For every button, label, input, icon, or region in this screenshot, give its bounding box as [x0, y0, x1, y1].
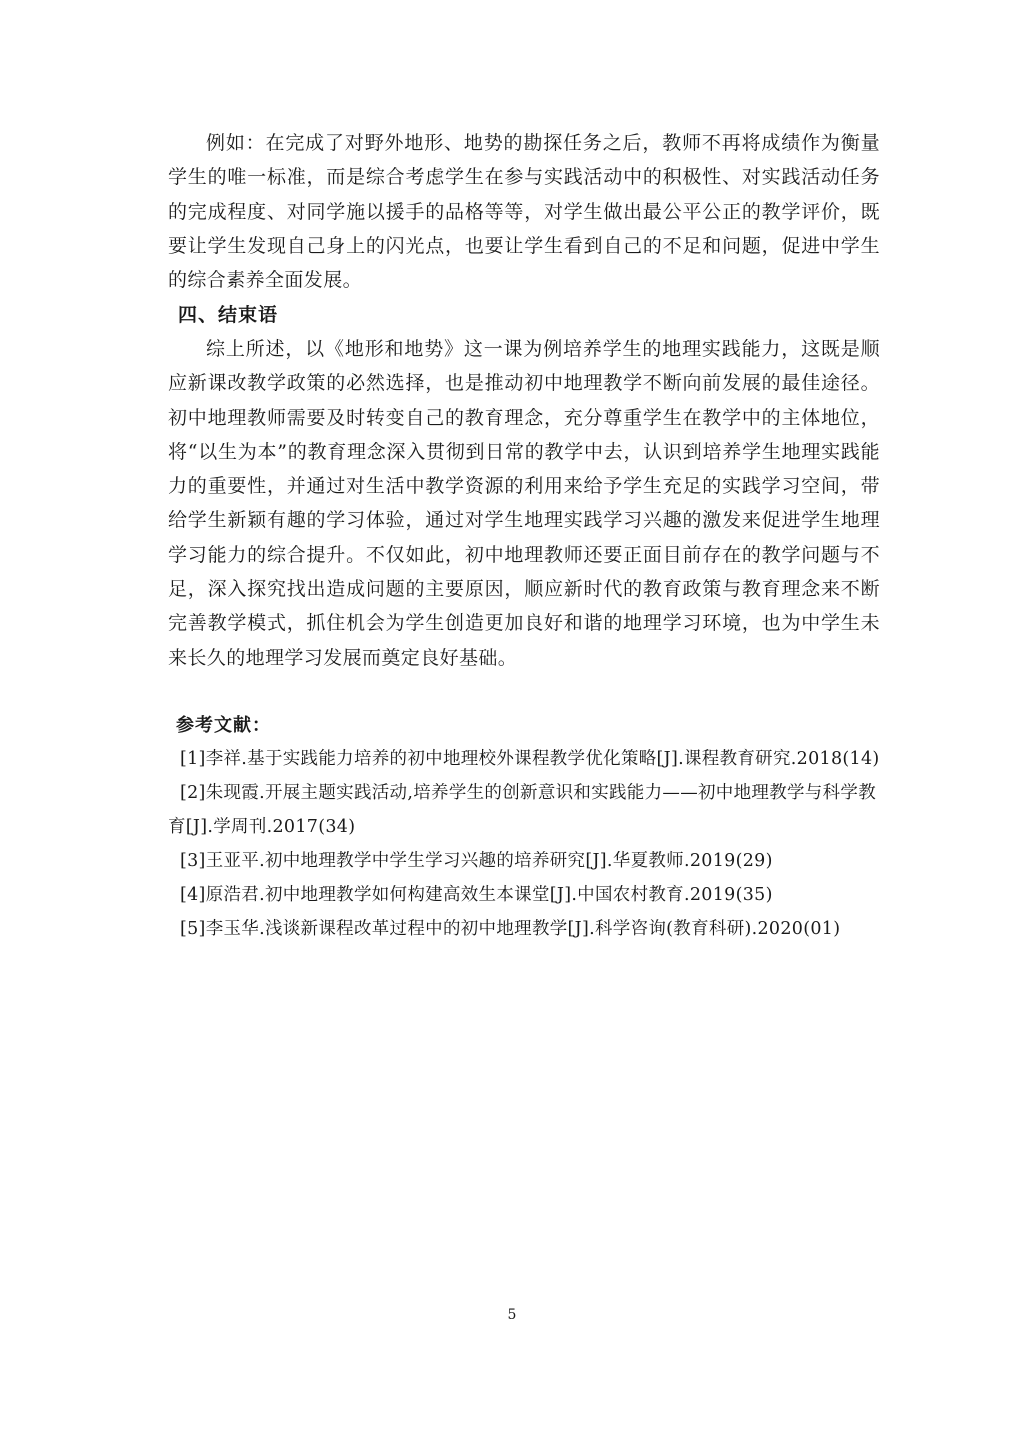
reference-item-3: [3]王亚平.初中地理教学中学生学习兴趣的培养研究[J].华夏教师.2019(29): [180, 851, 773, 871]
reference-item-2: [2]朱现霞.开展主题实践活动,培养学生的创新意识和实践能力——初中地理教学与科学教育[J].学周刊.2017(34): [168, 783, 877, 837]
section-heading-conclusion: 四、结束语: [178, 304, 279, 326]
reference-item-4: [4]原浩君.初中地理教学如何构建高效生本课堂[J].中国农村教育.2019(35): [180, 885, 773, 905]
reference-item-5: [5]李玉华.浅谈新课程改革过程中的初中地理教学[J].科学咨询(教育科研).2020(01): [180, 919, 841, 939]
references-heading: 参考文献：: [176, 715, 271, 736]
reference-item-1: [1]李祥.基于实践能力培养的初中地理校外课程教学优化策略[J].课程教育研究.2018(14): [180, 749, 880, 769]
page-number: 5: [507, 1307, 517, 1323]
reference-list: [168, 742, 880, 946]
body-paragraph-evaluation-example: 例如：在完成了对野外地形、地势的勘探任务之后，教师不再将成绩作为衡量学生的唯一标准，而是综合考虑学生在参与实践活动中的积极性、对实践活动任务的完成程度、对同学施以援手的品格等等，对学生做出最公平公正的教学评价，既要让学生发现自己身上的闪光点，也要让学生看到自己的不足和问题，促进中学生的综合素养全面发展。: [168, 132, 880, 292]
body-paragraph-conclusion: 综上所述，以《地形和地势》这一课为例培养学生的地理实践能力，这既是顺应新课改教学政策的必然选择，也是推动初中地理教学不断向前发展的最佳途径。初中地理教师需要及时转变自己的教育理念，充分尊重学生在教学中的主体地位，将“以生为本”的教育理念深入贯彻到日常的教学中去，认识到培养学生地理实践能力的重要性，并通过对生活中教学资源的利用来给予学生充足的实践学习空间，带给学生新颖有趣的学习体验，通过对学生地理实践学习兴趣的激发来促进学生地理学习能力的综合提升。不仅如此，初中地理教师还要正面目前存在的教学问题与不足，深入探究找出造成问题的主要原因，顺应新时代的教育政策与教育理念来不断完善教学模式，抓住机会为学生创造更加良好和谐的地理学习环境，也为中学生未来长久的地理学习发展而奠定良好基础。: [168, 338, 880, 669]
